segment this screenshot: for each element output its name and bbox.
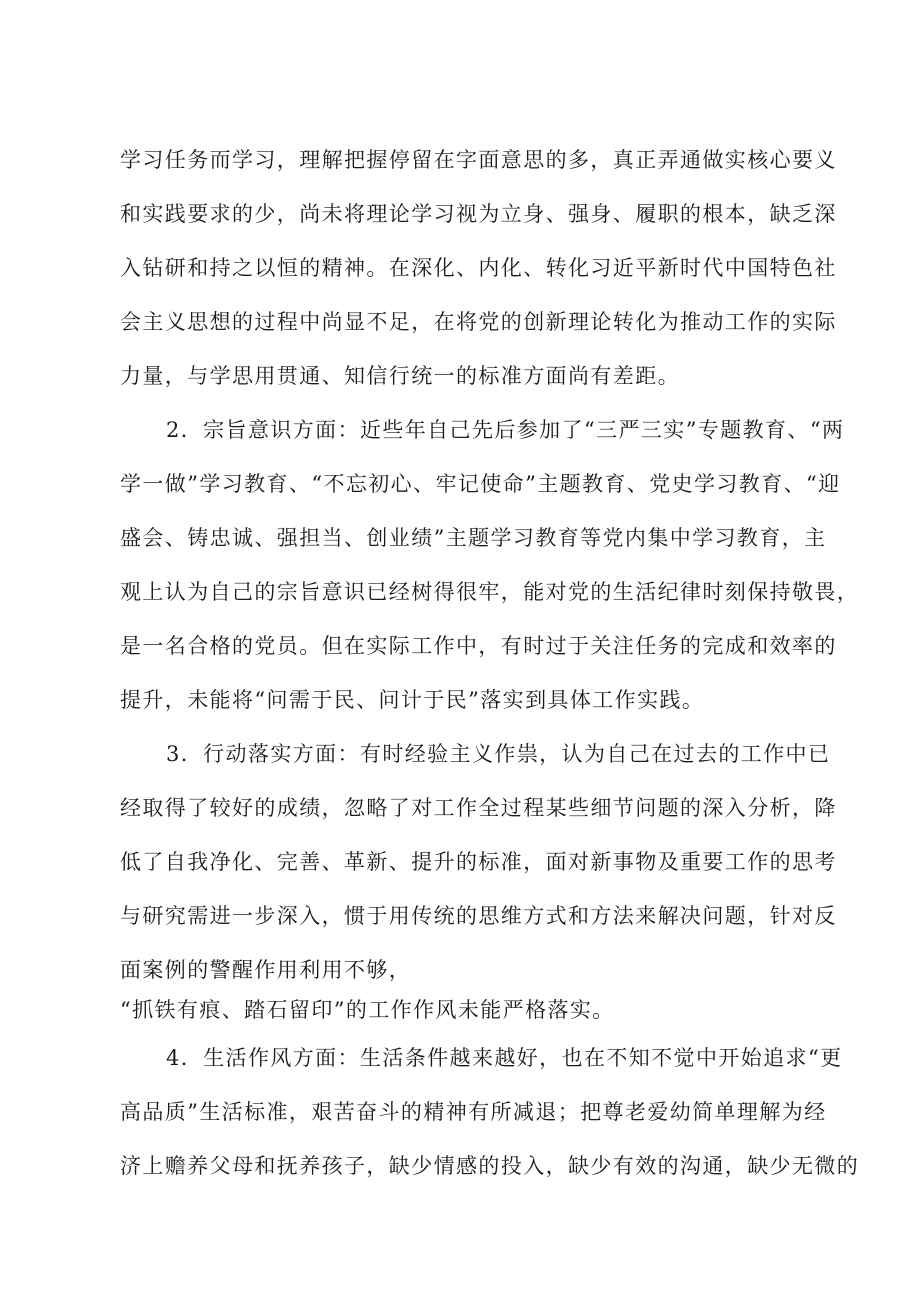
text-line: 学一做”学习教育、“不忘初心、牢记使命”主题教育、党史学习教育、“迎 [120, 472, 841, 496]
text-line: 与研究需进一步深入，惯于用传统的思维方式和方法来解决问题，针对反 [120, 904, 837, 928]
text-line: “抓铁有痕、踏石留印”的工作作风未能严格落实。 [120, 998, 615, 1022]
section-3-first-line: 3．行动落实方面：有时经验主义作祟，认为自己在过去的工作中已 [166, 742, 831, 766]
text-line: 观上认为自己的宗旨意识已经树得很牢，能对党的生活纪律时刻保持敬畏， [120, 580, 860, 604]
text-line: 和实践要求的少，尚未将理论学习视为立身、强身、履职的根本，缺乏深 [120, 202, 837, 226]
section-2-first-line: 2．宗旨意识方面：近些年自己先后参加了“三严三实”专题教育、“两 [166, 418, 845, 442]
text-line: 经取得了较好的成绩，忽略了对工作全过程某些细节问题的深入分析，降 [120, 796, 837, 820]
text-line: 盛会、铸忠诚、强担当、创业绩”主题学习教育等党内集中学习教育，主 [120, 526, 827, 550]
text-line: 提升，未能将“问需于民、问计于民”落实到具体工作实践。 [120, 688, 705, 712]
text-line: 入钻研和持之以恒的精神。在深化、内化、转化习近平新时代中国特色社 [120, 256, 837, 280]
text-line: 济上赡养父母和抚养孩子，缺少情感的投入，缺少有效的沟通，缺少无微的 [120, 1154, 860, 1178]
text-line: 面案例的警醒作用利用不够， [120, 958, 412, 982]
text-line: 高品质”生活标准，艰苦奋斗的精神有所减退；把尊老爱幼简单理解为经 [120, 1100, 827, 1124]
section-4-first-line: 4．生活作风方面：生活条件越来越好，也在不知不觉中开始追求“更 [166, 1046, 843, 1070]
text-line: 会主义思想的过程中尚显不足，在将党的创新理论转化为推动工作的实际 [120, 310, 837, 334]
text-line: 低了自我净化、完善、革新、提升的标准，面对新事物及重要工作的思考 [120, 850, 837, 874]
text-line: 学习任务而学习，理解把握停留在字面意思的多，真正弄通做实核心要义 [120, 148, 837, 172]
text-line: 力量，与学思用贯通、知信行统一的标准方面尚有差距。 [120, 364, 680, 388]
text-line: 是一名合格的党员。但在实际工作中，有时过于关注任务的完成和效率的 [120, 634, 837, 658]
